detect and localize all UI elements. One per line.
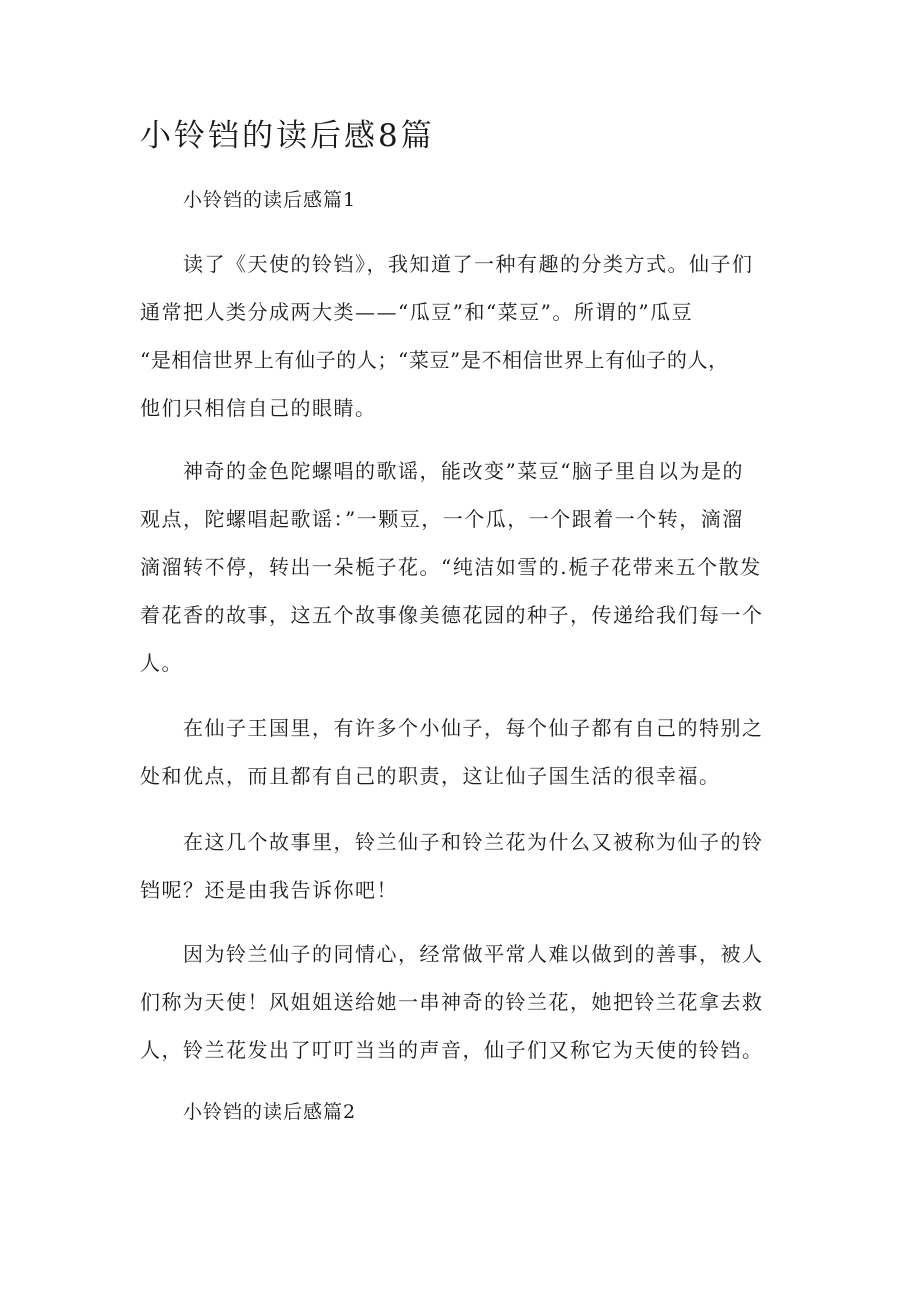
paragraph-line: 着花香的故事，这五个故事像美德花园的种子，传递给我们每一个 bbox=[140, 603, 764, 627]
paragraph-1 bbox=[140, 240, 754, 432]
paragraph-5 bbox=[140, 930, 764, 1074]
paragraph-line: 人。 bbox=[140, 651, 183, 675]
paragraph-line: 他们只相信自己的眼睛。 bbox=[140, 396, 377, 420]
paragraph-line: 处和优点，而且都有自己的职责，这让仙子国生活的很幸福。 bbox=[140, 764, 721, 788]
paragraph-line: 读了《天使的铃铛》，我知道了一种有趣的分类方式。仙子们 bbox=[183, 252, 754, 276]
paragraph-4 bbox=[140, 818, 764, 914]
paragraph-2 bbox=[140, 447, 764, 687]
section-heading-1: 小铃铛的读后感篇1 bbox=[183, 189, 357, 211]
paragraph-line: 滴溜转不停，转出一朵栀子花。“纯洁如雪的.栀子花带来五个散发 bbox=[140, 555, 762, 579]
paragraph-line: 通常把人类分成两大类——“瓜豆”和“菜豆”。所谓的”瓜豆 bbox=[140, 300, 694, 324]
section-heading-2: 小铃铛的读后感篇2 bbox=[183, 1101, 357, 1123]
paragraph-line: 在仙子王国里，有许多个小仙子，每个仙子都有自己的特别之 bbox=[183, 716, 764, 740]
paragraph-line: 人，铃兰花发出了叮叮当当的声音，仙子们又称它为天使的铃铛。 bbox=[140, 1038, 764, 1062]
paragraph-line: 铛呢？还是由我告诉你吧！ bbox=[140, 878, 398, 902]
paragraph-3 bbox=[140, 704, 764, 800]
paragraph-line: 在这几个故事里，铃兰仙子和铃兰花为什么又被称为仙子的铃 bbox=[183, 830, 764, 854]
document-title: 小铃铛的读后感8篇 bbox=[140, 118, 435, 154]
paragraph-line: 因为铃兰仙子的同情心，经常做平常人难以做到的善事，被人 bbox=[183, 942, 764, 966]
paragraph-line: 观点，陀螺唱起歌谣：”一颗豆，一个瓜，一个跟着一个转，滴溜 bbox=[140, 507, 744, 531]
paragraph-line: 神奇的金色陀螺唱的歌谣，能改变”菜豆“脑子里自以为是的 bbox=[183, 459, 744, 483]
paragraph-line: “是相信世界上有仙子的人；“菜豆”是不相信世界上有仙子的人， bbox=[140, 348, 729, 372]
paragraph-line: 们称为天使！风姐姐送给她一串神奇的铃兰花，她把铃兰花拿去救 bbox=[140, 990, 764, 1014]
